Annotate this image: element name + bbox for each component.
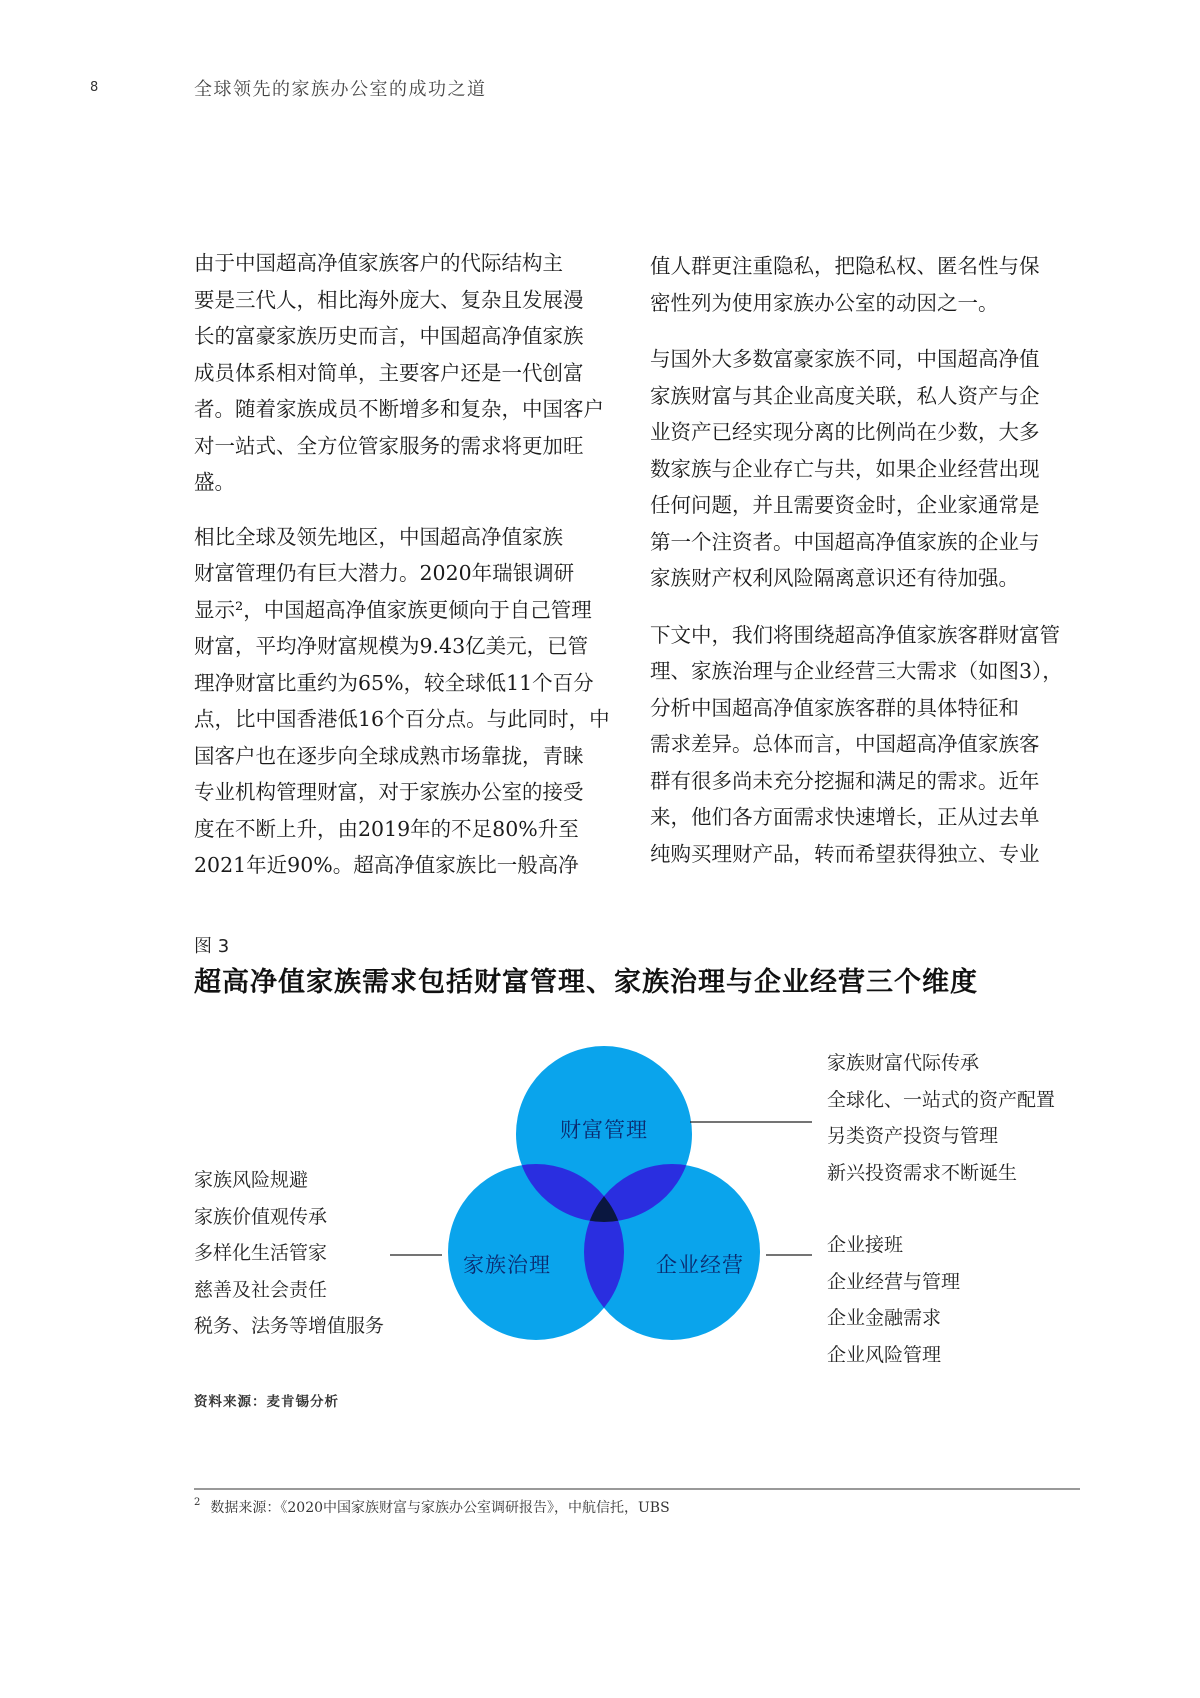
circle-label-family: 家族治理 xyxy=(463,1253,551,1277)
footnote xyxy=(194,1497,670,1517)
footnote-text: 数据来源：《2020中国家族财富与家族办公室调研报告》，中航信托，UBS xyxy=(210,1500,670,1516)
text-line: 业资产已经实现分离的比例尚在少数，大多 xyxy=(650,420,1040,444)
list-item: 全球化、一站式的资产配置 xyxy=(827,1088,1056,1111)
running-title: 全球领先的家族办公室的成功之道 xyxy=(194,79,487,100)
list-item: 企业金融需求 xyxy=(827,1307,942,1329)
list-item: 家族价值观传承 xyxy=(194,1205,328,1228)
list-item: 多样化生活管家 xyxy=(194,1242,328,1264)
text-line: 理、家族治理与企业经营三大需求（如图3）， xyxy=(650,659,1063,683)
list-item: 税务、法务等增值服务 xyxy=(194,1315,385,1337)
text-line: 值人群更注重隐私，把隐私权、匿名性与保 xyxy=(650,254,1040,278)
text-line: 国客户也在逐步向全球成熟市场靠拢，青睐 xyxy=(194,743,584,768)
page-number: 8 xyxy=(90,80,99,95)
text-line: 长的富豪家族历史而言，中国超高净值家族 xyxy=(194,324,584,348)
text-line: 成员体系相对简单，主要客户还是一代创富 xyxy=(194,360,584,385)
text-line: 纯购买理财产品，转而希望获得独立、专业 xyxy=(650,841,1040,866)
text-line: 点，比中国香港低16个百分点。与此同时，中 xyxy=(194,707,610,731)
text-line: 财富管理仍有巨大潜力。2020年瑞银调研 xyxy=(194,561,575,585)
text-line: 来，他们各方面需求快速增长，正从过去单 xyxy=(650,805,1040,829)
text-line: 数家族与企业存亡与共，如果企业经营出现 xyxy=(650,456,1040,481)
text-line: 2021年近90%。超高净值家族比一般高净 xyxy=(194,853,579,877)
list-item: 慈善及社会责任 xyxy=(194,1278,328,1301)
text-line: 相比全球及领先地区，中国超高净值家族 xyxy=(194,524,563,549)
family-needs-list xyxy=(194,1162,384,1345)
text-line: 家族财产权利风险隔离意识还有待加强。 xyxy=(650,566,1019,590)
footnote-marker: 2 xyxy=(194,1497,201,1509)
text-line: 需求差异。总体而言，中国超高净值家族客 xyxy=(650,732,1040,756)
business-needs-list xyxy=(827,1227,960,1373)
text-line: 密性列为使用家族办公室的动因之一。 xyxy=(650,290,999,315)
text-line: 显示²，中国超高净值家族更倾向于自己管理 xyxy=(194,597,592,622)
list-item: 新兴投资需求不断诞生 xyxy=(827,1161,1018,1184)
text-line: 与国外大多数富豪家族不同，中国超高净值 xyxy=(650,347,1040,371)
list-item: 企业经营与管理 xyxy=(827,1270,961,1293)
footnote-divider xyxy=(194,1488,1080,1490)
list-item: 企业接班 xyxy=(827,1234,904,1256)
text-line: 由于中国超高净值家族客户的代际结构主 xyxy=(194,251,563,275)
text-line: 家族财富与其企业高度关联，私人资产与企 xyxy=(650,383,1040,408)
text-line: 理净财富比重约为65%，较全球低11个百分 xyxy=(194,670,594,695)
list-item: 另类资产投资与管理 xyxy=(827,1125,999,1147)
wealth-needs-list xyxy=(827,1045,1055,1191)
list-item: 企业风险管理 xyxy=(827,1343,942,1366)
text-line: 分析中国超高净值家族客群的具体特征和 xyxy=(650,695,1019,720)
text-line: 盛。 xyxy=(194,470,235,494)
text-line: 下文中，我们将围绕超高净值家族客群财富管 xyxy=(650,622,1060,647)
text-line: 对一站式、全方位管家服务的需求将更加旺 xyxy=(194,433,584,458)
figure-source: 资料来源：麦肯锡分析 xyxy=(194,1394,339,1410)
text-line: 第一个注资者。中国超高净值家族的企业与 xyxy=(650,529,1040,554)
text-line: 者。随着家族成员不断增多和复杂，中国客户 xyxy=(194,397,604,421)
text-line: 要是三代人，相比海外庞大、复杂且发展漫 xyxy=(194,287,584,312)
circle-label-wealth: 财富管理 xyxy=(560,1118,648,1142)
text-line: 群有很多尚未充分挖掘和满足的需求。近年 xyxy=(650,768,1040,793)
figure-label: 图 3 xyxy=(194,936,230,957)
text-line: 专业机构管理财富，对于家族办公室的接受 xyxy=(194,780,584,804)
text-line: 任何问题，并且需要资金时，企业家通常是 xyxy=(650,493,1040,517)
figure-title: 超高净值家族需求包括财富管理、家族治理与企业经营三个维度 xyxy=(194,967,978,998)
list-item: 家族风险规避 xyxy=(194,1169,309,1191)
list-item: 家族财富代际传承 xyxy=(827,1052,980,1074)
text-line: 度在不断上升，由2019年的不足80%升至 xyxy=(194,816,579,841)
text-line: 财富，平均净财富规模为9.43亿美元，已管 xyxy=(194,634,589,658)
circle-label-business: 企业经营 xyxy=(656,1253,744,1277)
